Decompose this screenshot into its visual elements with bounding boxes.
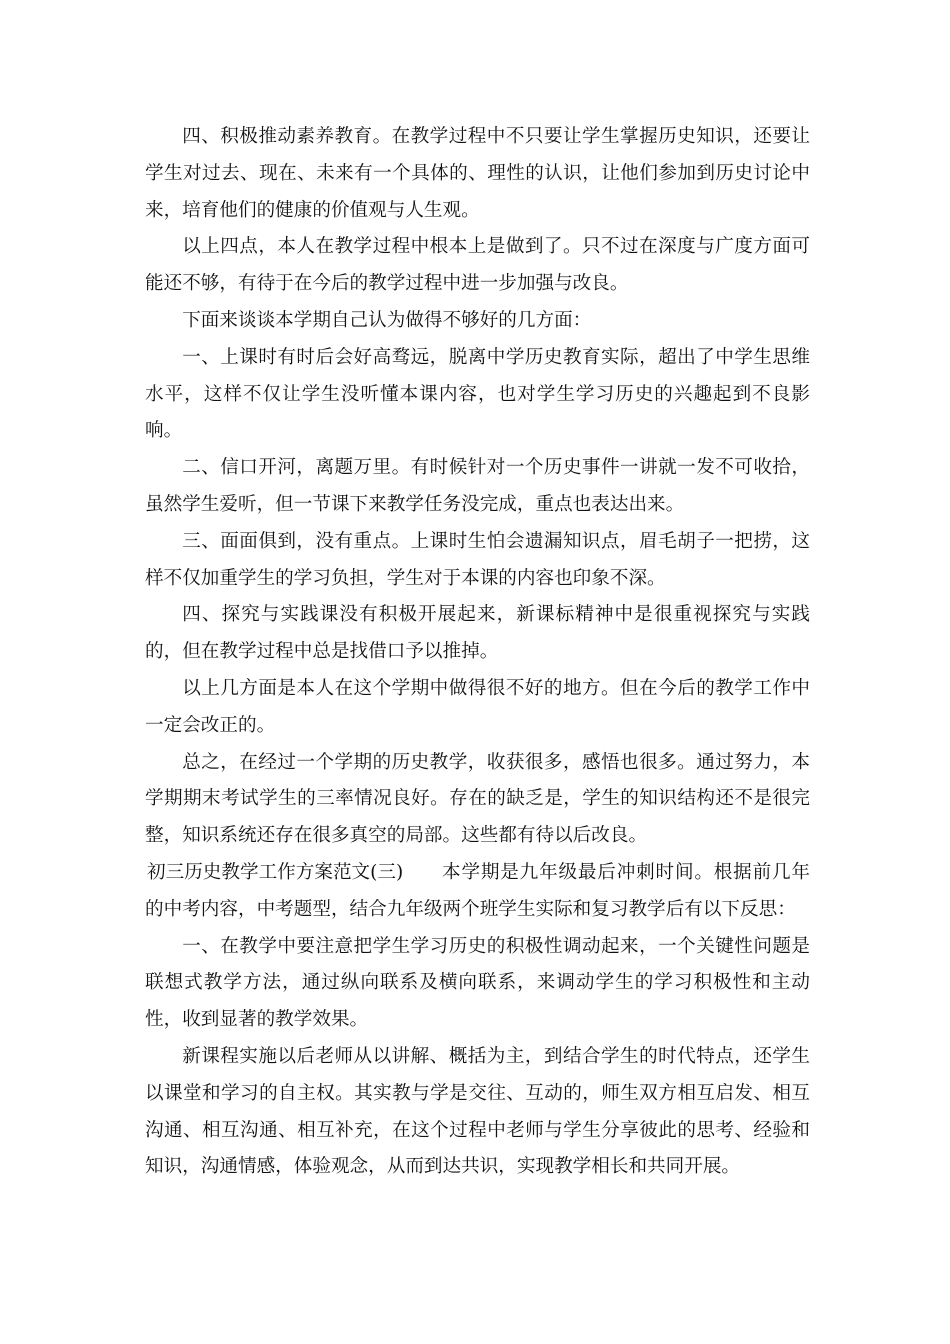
section-heading-paragraph <box>145 855 810 929</box>
section-title: 初三历史教学工作方案范文(三) <box>147 861 404 883</box>
document-body <box>145 119 810 1186</box>
section-intro: 本学期是九年级最后冲刺时间。根据前几年的中考内容，中考题型，结合九年级两个班学生实际和复习教学后有以下反思： <box>145 861 810 920</box>
paragraph: 总之，在经过一个学期的历史教学，收获很多，感悟也很多。通过努力，本学期期末考试学生的三率情况良好。存在的缺乏是，学生的知识结构还不是很完整，知识系统还存在很多真空的局部。这些都有待以后改良。 <box>145 751 810 847</box>
paragraph: 四、积极推动素养教育。在教学过程中不只要让学生掌握历史知识，还要让学生对过去、现在、未来有一个具体的、理性的认识，让他们参加到历史讨论中来，培育他们的健康的价值观与人生观。 <box>145 126 810 221</box>
paragraph: 新课程实施以后老师从以讲解、概括为主，到结合学生的时代特点，还学生以课堂和学习的自主权。其实教与学是交往、互动的，师生双方相互启发、相互沟通、相互沟通、相互补充，在这个过程中老师与学生分享彼此的思考、经验和知识，沟通情感，体验观念，从而到达共识，实现教学相长和共同开展。 <box>145 1045 810 1178</box>
paragraph: 以上四点，本人在教学过程中根本上是做到了。只不过在深度与广度方面可能还不够，有待于在今后的教学过程中进一步加强与改良。 <box>145 236 810 295</box>
paragraph: 一、在教学中要注意把学生学习历史的积极性调动起来，一个关键性问题是联想式教学方法，通过纵向联系及横向联系，来调动学生的学习积极性和主动性，收到显著的教学效果。 <box>145 935 810 1031</box>
paragraph: 下面来谈谈本学期自己认为做得不够好的几方面： <box>182 309 592 331</box>
paragraph: 一、上课时有时后会好高骛远，脱离中学历史教育实际，超出了中学生思维水平，这样不仅让学生没听懂本课内容，也对学生学习历史的兴趣起到不良影响。 <box>145 346 810 442</box>
paragraph: 以上几方面是本人在这个学期中做得很不好的地方。但在今后的教学工作中一定会改正的。 <box>145 677 810 736</box>
paragraph: 三、面面俱到，没有重点。上课时生怕会遗漏知识点，眉毛胡子一把捞，这样不仅加重学生的学习负担，学生对于本课的内容也印象不深。 <box>145 530 810 589</box>
paragraph: 二、信口开河，离题万里。有时候针对一个历史事件一讲就一发不可收拾，虽然学生爱听，但一节课下来教学任务没完成，重点也表达出来。 <box>145 457 810 515</box>
paragraph: 四、探究与实践课没有积极开展起来，新课标精神中是很重视探究与实践的，但在教学过程中总是找借口予以推掉。 <box>145 604 810 663</box>
